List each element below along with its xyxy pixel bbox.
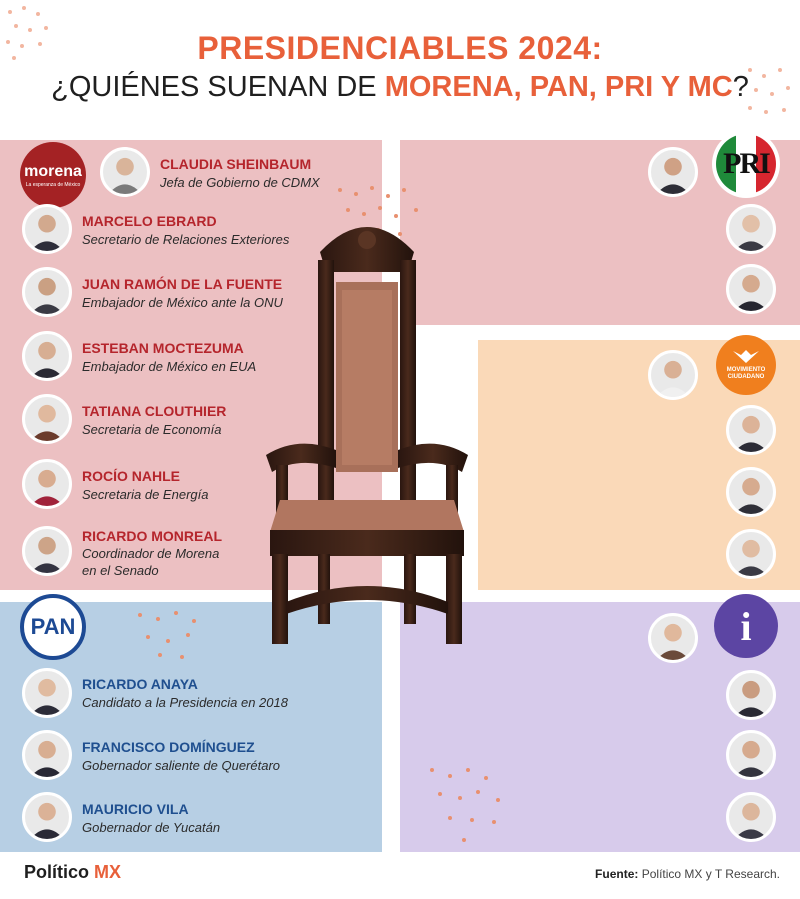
source-text: Político MX y T Research. xyxy=(638,867,780,881)
source-label: Fuente: xyxy=(595,867,639,881)
avatar xyxy=(726,730,776,780)
avatar xyxy=(648,147,698,197)
candidate-name: MAURICIO VILA xyxy=(82,801,189,817)
independent-logo xyxy=(714,594,778,658)
avatar xyxy=(726,670,776,720)
title-line-2-highlight: MORENA, PAN, PRI Y MC xyxy=(384,71,733,103)
candidate-name: RICARDO ANAYA xyxy=(82,676,198,692)
title-line-2-suffix: ? xyxy=(732,71,749,103)
avatar xyxy=(648,350,698,400)
candidate-name: TATIANA CLOUTHIER xyxy=(82,403,227,419)
brand-logo xyxy=(24,862,121,883)
avatar xyxy=(22,459,72,509)
mc-logo-text: MOVIMIENTO CIUDADANO xyxy=(726,367,766,380)
avatar xyxy=(100,147,150,197)
page-title xyxy=(0,30,800,104)
title-line-2-prefix: ¿QUIÉNES SUENAN DE xyxy=(51,71,385,103)
pri-logo xyxy=(712,130,780,198)
candidate-role: Embajador de México ante la ONU xyxy=(82,295,283,310)
candidate-role: Jefa de Gobierno de CDMX xyxy=(160,175,320,190)
candidate-name: FRANCISCO DOMÍNGUEZ xyxy=(82,739,255,755)
decorative-dots-pan xyxy=(130,605,220,665)
avatar xyxy=(22,331,72,381)
pan-logo-text: PAN xyxy=(30,614,76,639)
candidate-role: Secretaria de Energía xyxy=(82,487,209,502)
candidate-role: Gobernador saliente de Querétaro xyxy=(82,758,281,773)
pri-logo-text: PRI xyxy=(723,147,769,180)
avatar xyxy=(22,204,72,254)
decorative-dots-bottom-center xyxy=(420,760,530,850)
avatar xyxy=(22,526,72,576)
candidate-name: MARCELO EBRARD xyxy=(82,213,217,229)
avatar xyxy=(726,405,776,455)
avatar xyxy=(726,264,776,314)
avatar xyxy=(726,792,776,842)
avatar xyxy=(726,467,776,517)
candidate-role: Gobernador de Yucatán xyxy=(82,820,221,835)
avatar xyxy=(22,792,72,842)
candidate-role: Candidato a la Presidencia en 2018 xyxy=(82,695,288,710)
throne-chair-illustration xyxy=(258,210,476,650)
source-note xyxy=(595,867,780,881)
pan-logo xyxy=(20,594,86,660)
candidate-role: Secretario de Relaciones Exteriores xyxy=(82,232,290,247)
independent-logo-text: i xyxy=(740,603,752,649)
candidate-name: CLAUDIA SHEINBAUM xyxy=(160,156,312,172)
avatar xyxy=(22,730,72,780)
title-line-1: PRESIDENCIABLES 2024: xyxy=(197,30,603,66)
avatar xyxy=(22,267,72,317)
candidate-name: ESTEBAN MOCTEZUMA xyxy=(82,340,244,356)
candidate-role-line-2: en el Senado xyxy=(82,563,159,578)
brand-logo-suffix: MX xyxy=(89,862,122,882)
candidate-name: JUAN RAMÓN DE LA FUENTE xyxy=(82,276,283,292)
candidate-role: Coordinador de Morena xyxy=(82,546,220,561)
eagle-icon xyxy=(731,349,761,365)
avatar xyxy=(22,668,72,718)
candidate-name: ROCÍO NAHLE xyxy=(82,468,180,484)
candidate-role: Secretaria de Economía xyxy=(82,422,222,437)
avatar xyxy=(726,204,776,254)
morena-logo-tagline: La esperanza de México xyxy=(25,181,81,188)
candidate-role: Embajador de México en EUA xyxy=(82,359,257,374)
title-line-2 xyxy=(0,71,800,104)
candidate-name: RICARDO MONREAL xyxy=(82,528,222,544)
mc-logo xyxy=(716,335,776,395)
morena-logo-text: morena xyxy=(24,162,82,180)
avatar xyxy=(648,613,698,663)
morena-logo xyxy=(20,142,86,208)
avatar xyxy=(22,394,72,444)
avatar xyxy=(726,529,776,579)
brand-logo-main: Político xyxy=(24,862,90,882)
